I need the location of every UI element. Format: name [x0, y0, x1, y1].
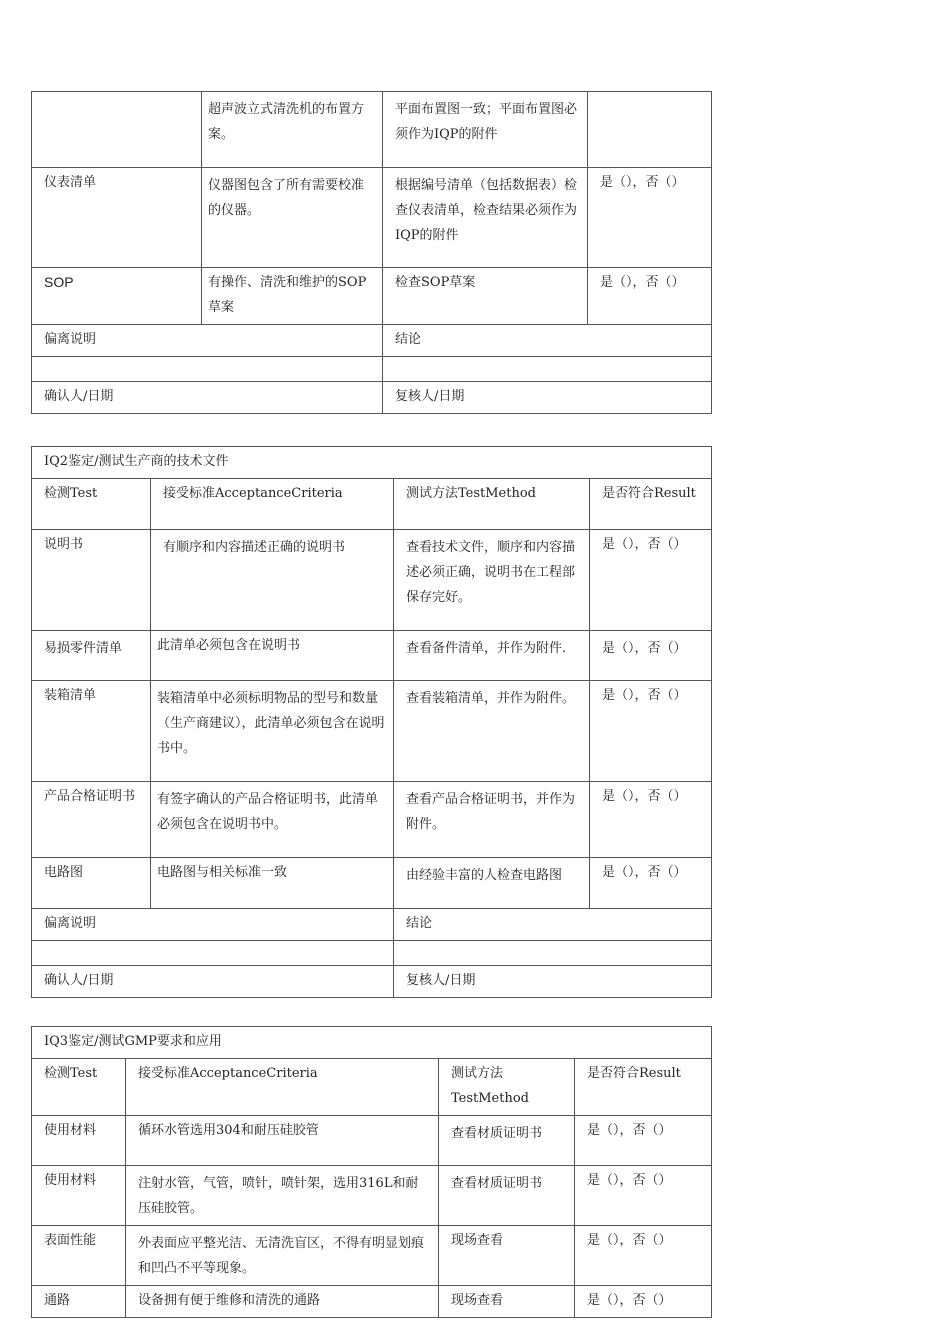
- header-test: 检测Test: [32, 1059, 126, 1116]
- header-method: 测试方法TestMethod: [439, 1059, 575, 1116]
- criteria-cell: 装箱清单中必须标明物品的型号和数量（生产商建议），此清单必须包含在说明书中。: [151, 681, 394, 782]
- criteria-cell: 外表面应平整光洁、无清洗盲区，不得有明显划痕和凹凸不平等现象。: [126, 1226, 439, 1286]
- table-row: [32, 631, 712, 681]
- test-cell: 电路图: [32, 858, 151, 909]
- table-row: [32, 1166, 712, 1226]
- test-cell: 表面性能: [32, 1226, 126, 1286]
- test-cell: 仪表清单: [32, 168, 202, 268]
- method-cell: 查看材质证明书: [439, 1166, 575, 1226]
- header-test: 检测Test: [32, 479, 151, 530]
- table-header-row: [32, 1059, 712, 1116]
- deviation-label: 偏离说明: [32, 909, 394, 941]
- criteria-cell: 此清单必须包含在说明书: [151, 631, 394, 681]
- table-row: [32, 325, 712, 357]
- header-result: 是否符合Result: [575, 1059, 712, 1116]
- table-row: [32, 92, 712, 168]
- iq2-table: [31, 446, 712, 998]
- conclusion-label: 结论: [394, 909, 712, 941]
- table-row: [32, 1226, 712, 1286]
- table-row: [32, 1116, 712, 1166]
- table-title: IQ3鉴定/测试GMP要求和应用: [32, 1027, 712, 1059]
- test-cell: 使用材料: [32, 1116, 126, 1166]
- method-cell: 查看装箱清单，并作为附件。: [394, 681, 590, 782]
- table-title-row: [32, 447, 712, 479]
- test-cell: 说明书: [32, 530, 151, 631]
- table-row: [32, 168, 712, 268]
- criteria-cell: 循环水管选用304和耐压硅胶管: [126, 1116, 439, 1166]
- result-cell: 是（），否（）: [575, 1286, 712, 1318]
- iq3-table: [31, 1026, 712, 1318]
- table-row: [32, 681, 712, 782]
- method-cell: 由经验丰富的人检查电路图: [394, 858, 590, 909]
- test-cell: 装箱清单: [32, 681, 151, 782]
- test-cell: SOP: [32, 268, 202, 325]
- table-row: [32, 1286, 712, 1318]
- test-cell: 产品合格证明书: [32, 782, 151, 858]
- result-cell: 是（），否（）: [590, 631, 712, 681]
- result-cell: [588, 92, 712, 168]
- deviation-label: 偏离说明: [32, 325, 383, 357]
- confirm-label: 确认人/日期: [32, 966, 394, 998]
- result-cell: 是（），否（）: [590, 530, 712, 631]
- criteria-cell: 电路图与相关标准一致: [151, 858, 394, 909]
- table-row: [32, 909, 712, 941]
- table-title-row: [32, 1027, 712, 1059]
- table-row: [32, 268, 712, 325]
- result-cell: 是（），否（）: [590, 681, 712, 782]
- deviation-value[interactable]: [32, 357, 383, 382]
- criteria-cell: 有签字确认的产品合格证明书，此清单必须包含在说明书中。: [151, 782, 394, 858]
- table-row: [32, 858, 712, 909]
- table-row: [32, 941, 712, 966]
- method-cell: 根据编号清单（包括数据表）检查仪表清单，检查结果必须作为IQP的附件: [383, 168, 588, 268]
- review-label: 复核人/日期: [394, 966, 712, 998]
- header-result: 是否符合Result: [590, 479, 712, 530]
- table-header-row: [32, 479, 712, 530]
- criteria-cell: 仪器图包含了所有需要校准的仪器。: [202, 168, 383, 268]
- header-criteria: 接受标准AcceptanceCriteria: [126, 1059, 439, 1116]
- result-cell: 是（），否（）: [590, 782, 712, 858]
- header-method: 测试方法TestMethod: [394, 479, 590, 530]
- criteria-cell: 设备拥有便于维修和清洗的通路: [126, 1286, 439, 1318]
- conclusion-label: 结论: [383, 325, 712, 357]
- test-cell: 易损零件清单: [32, 631, 151, 681]
- confirm-label: 确认人/日期: [32, 382, 383, 414]
- test-cell: 使用材料: [32, 1166, 126, 1226]
- result-cell: 是（），否（）: [588, 168, 712, 268]
- table-row: [32, 782, 712, 858]
- deviation-value[interactable]: [32, 941, 394, 966]
- test-cell: 通路: [32, 1286, 126, 1318]
- criteria-cell: 有操作、清洗和维护的SOP草案: [202, 268, 383, 325]
- table-row: [32, 530, 712, 631]
- conclusion-value[interactable]: [383, 357, 712, 382]
- result-cell: 是（），否（）: [575, 1166, 712, 1226]
- test-cell: [32, 92, 202, 168]
- result-cell: 是（），否（）: [590, 858, 712, 909]
- table-row: [32, 357, 712, 382]
- criteria-cell: 注射水管，气管，喷针，喷针架，选用316L和耐压硅胶管。: [126, 1166, 439, 1226]
- method-cell: 现场查看: [439, 1286, 575, 1318]
- method-cell: 查看材质证明书: [439, 1116, 575, 1166]
- result-cell: 是（），否（）: [575, 1226, 712, 1286]
- table-row: [32, 966, 712, 998]
- method-cell: 查看技术文件，顺序和内容描述必须正确，说明书在工程部保存完好。: [394, 530, 590, 631]
- method-cell: 查看产品合格证明书，并作为附件。: [394, 782, 590, 858]
- result-cell: 是（），否（）: [575, 1116, 712, 1166]
- criteria-cell: 有顺序和内容描述正确的说明书: [151, 530, 394, 631]
- header-criteria: 接受标准AcceptanceCriteria: [151, 479, 394, 530]
- conclusion-value[interactable]: [394, 941, 712, 966]
- result-cell: 是（），否（）: [588, 268, 712, 325]
- method-cell: 平面布置图一致；平面布置图必须作为IQP的附件: [383, 92, 588, 168]
- method-cell: 现场查看: [439, 1226, 575, 1286]
- iq1-continuation-table: [31, 91, 712, 414]
- review-label: 复核人/日期: [383, 382, 712, 414]
- table-title: IQ2鉴定/测试生产商的技术文件: [32, 447, 712, 479]
- method-cell: 检查SOP草案: [383, 268, 588, 325]
- method-cell: 查看备件清单，并作为附件.: [394, 631, 590, 681]
- criteria-cell: 超声波立式清洗机的布置方案。: [202, 92, 383, 168]
- table-row: [32, 382, 712, 414]
